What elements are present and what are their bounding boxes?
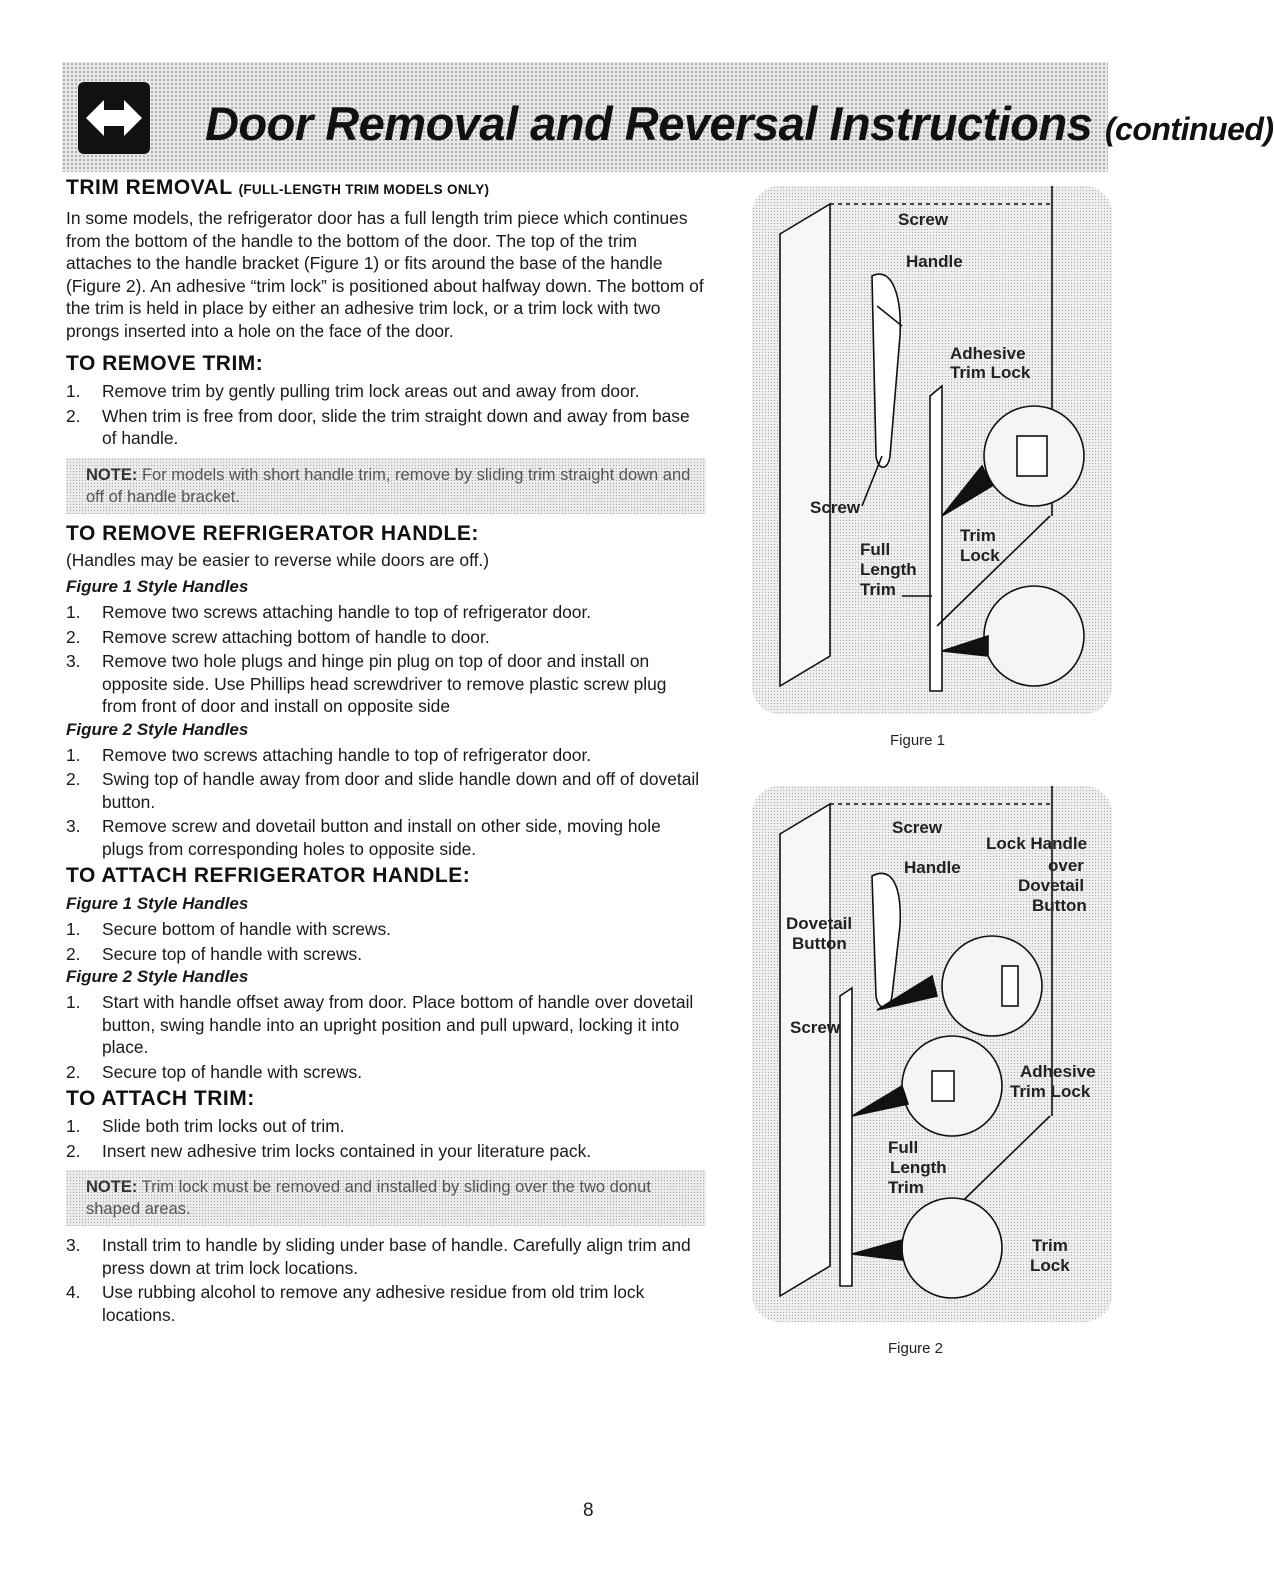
label-length: Length [860,560,917,579]
note-label: NOTE: [86,1178,138,1196]
label-full: Full [888,1138,919,1157]
step-number: 2. [66,1061,81,1082]
remove-handle-intro: (Handles may be easier to reverse while doors are off.) [66,549,490,570]
label-trim: Trim [888,1178,924,1197]
label-screw: Screw [898,210,949,229]
list-item [66,768,706,813]
step-number: 2. [66,1140,81,1161]
attach-fig2-steps [66,991,706,1083]
list-item [66,380,706,403]
note-box-trim-lock [66,1170,706,1226]
step-number: 3. [66,1235,81,1255]
label-dovetail: Dovetail [1018,876,1085,895]
label-button: Button [1032,896,1087,915]
attach-handle-heading: TO ATTACH REFRIGERATOR HANDLE: [66,864,471,887]
step-number: 4. [66,1282,81,1302]
page-title-suffix: (continued) [1104,111,1274,147]
list-item [66,943,706,966]
label-trim-right: Trim [1032,1236,1068,1255]
step-text: Start with handle offset away from door. Place bottom of handle over dovetail button, swing handle into an upright position and pull upward, locking it into place. [102,992,694,1057]
list-item [66,1115,706,1138]
figure-1-illustration [752,186,1112,714]
step-number: 1. [66,602,81,622]
step-number: 1. [66,992,81,1012]
step-number: 1. [66,1116,81,1136]
step-number: 1. [66,381,81,401]
step-text: Secure top of handle with screws. [102,943,363,964]
label-adhesive: Adhesive [1020,1062,1096,1081]
trim-removal-note: (FULL-LENGTH TRIM MODELS ONLY) [238,182,490,197]
remove-fig2-subheading: Figure 2 Style Handles [66,719,249,739]
list-item [66,918,706,941]
label-lock-handle: Lock Handle [986,834,1088,853]
step-text: Remove two hole plugs and hinge pin plug on top of door and install on opposite side. Use Phillips head screwdriver to remove plastic screw plug from front of door and install on opposite side [102,651,667,716]
page-number: 8 [583,1500,594,1521]
trim-removal-body: In some models, the refrigerator door has a full length trim piece which continues from the bottom of the handle to the bottom of the door. The top of the trim attaches to the handle bracket (Figure 1) or fits around the base of the handle (Figure 2). An adhesive “trim lock” is positioned about halfway down. The bottom of the trim is held in place by either an adhesive trim lock, or a trim lock with two prongs inserted into a hole on the face of the door. [66,208,704,341]
list-item [66,1061,706,1084]
list-item [66,815,706,860]
label-over: over [1048,856,1084,875]
trim-removal-title: TRIM REMOVAL [66,176,233,199]
page-title-main: Door Removal and Reversal Instructions [205,97,1093,150]
label-handle: Handle [906,252,963,271]
step-number: 1. [66,744,81,765]
list-item [66,650,706,718]
list-item [66,626,706,649]
label-button-left: Button [792,934,847,953]
attach-trim-steps-a [66,1115,706,1162]
note-box-short-trim [66,458,706,514]
label-dovetail-left: Dovetail [786,914,853,933]
instructions-column [66,176,706,1328]
label-length: Length [890,1158,947,1177]
label-screw: Screw [892,818,943,837]
label-screw-bottom: Screw [790,1018,841,1037]
label-trim: Trim [960,526,996,545]
label-lock: Lock [960,546,1000,565]
attach-trim-heading: TO ATTACH TRIM: [66,1087,255,1110]
attach-fig1-subheading: Figure 1 Style Handles [66,894,249,913]
trim-removal-heading [66,176,706,200]
attach-trim-steps-b [66,1234,706,1326]
label-handle: Handle [904,858,961,877]
figure-2-caption: Figure 2 [888,1340,944,1357]
step-number: 2. [66,943,81,964]
step-text: Install trim to handle by sliding under base of handle. Carefully align trim and press down at trim lock locations. [102,1235,691,1278]
note-text: Trim lock must be removed and installed by sliding over the two donut shaped areas. [86,1178,651,1218]
label-trim-2: Trim [860,580,896,599]
step-text: When trim is free from door, slide the trim straight down and away from base of handle. [102,405,690,448]
step-number: 3. [66,816,81,836]
step-number: 2. [66,626,81,647]
label-screw-bottom: Screw [810,498,861,517]
attach-fig1-steps [66,918,706,965]
step-text: Swing top of handle away from door and slide handle down and off of dovetail button. [102,769,700,812]
step-text: Insert new adhesive trim locks contained in your literature pack. [102,1140,592,1161]
label-adhesive: Adhesive [950,344,1026,363]
label-full: Full [860,540,891,559]
step-text: Remove screw attaching bottom of handle to door. [102,626,490,647]
step-number: 2. [66,769,81,789]
remove-handle-heading: TO REMOVE REFRIGERATOR HANDLE: [66,521,479,545]
step-number: 3. [66,651,81,671]
double-arrow-icon [78,82,150,154]
figure-2-illustration [752,786,1112,1322]
step-text: Remove trim by gently pulling trim lock areas out and away from door. [102,381,640,401]
remove-trim-heading: TO REMOVE TRIM: [66,352,264,375]
label-lock-right: Lock [1030,1256,1070,1275]
remove-fig1-steps [66,601,706,718]
label-trim-lock: Trim Lock [950,363,1031,382]
remove-fig2-steps [66,744,706,861]
remove-fig1-subheading: Figure 1 Style Handles [66,577,249,596]
list-item [66,1281,706,1326]
list-item [66,991,706,1059]
step-text: Remove screw and dovetail button and install on other side, moving hole plugs from corresponding holes to opposite side. [102,816,661,859]
note-text: For models with short handle trim, remove by sliding trim straight down and off of handle bracket. [86,465,691,506]
figure-1-caption: Figure 1 [890,732,946,749]
step-text: Use rubbing alcohol to remove any adhesive residue from old trim lock locations. [102,1282,645,1325]
list-item [66,405,706,450]
step-text: Slide both trim locks out of trim. [102,1116,345,1136]
step-text: Secure top of handle with screws. [102,1061,363,1082]
step-number: 1. [66,919,81,939]
remove-trim-steps [66,380,706,450]
note-label: NOTE: [86,465,138,484]
step-text: Remove two screws attaching handle to top of refrigerator door. [102,744,592,765]
list-item [66,1140,706,1163]
list-item [66,601,706,624]
list-item [66,744,706,767]
label-trim-lock: Trim Lock [1010,1082,1091,1101]
list-item [66,1234,706,1279]
attach-fig2-subheading: Figure 2 Style Handles [66,967,249,986]
step-text: Secure bottom of handle with screws. [102,919,392,939]
step-number: 2. [66,405,81,426]
page-title [205,96,1274,151]
step-text: Remove two screws attaching handle to top of refrigerator door. [102,602,592,622]
